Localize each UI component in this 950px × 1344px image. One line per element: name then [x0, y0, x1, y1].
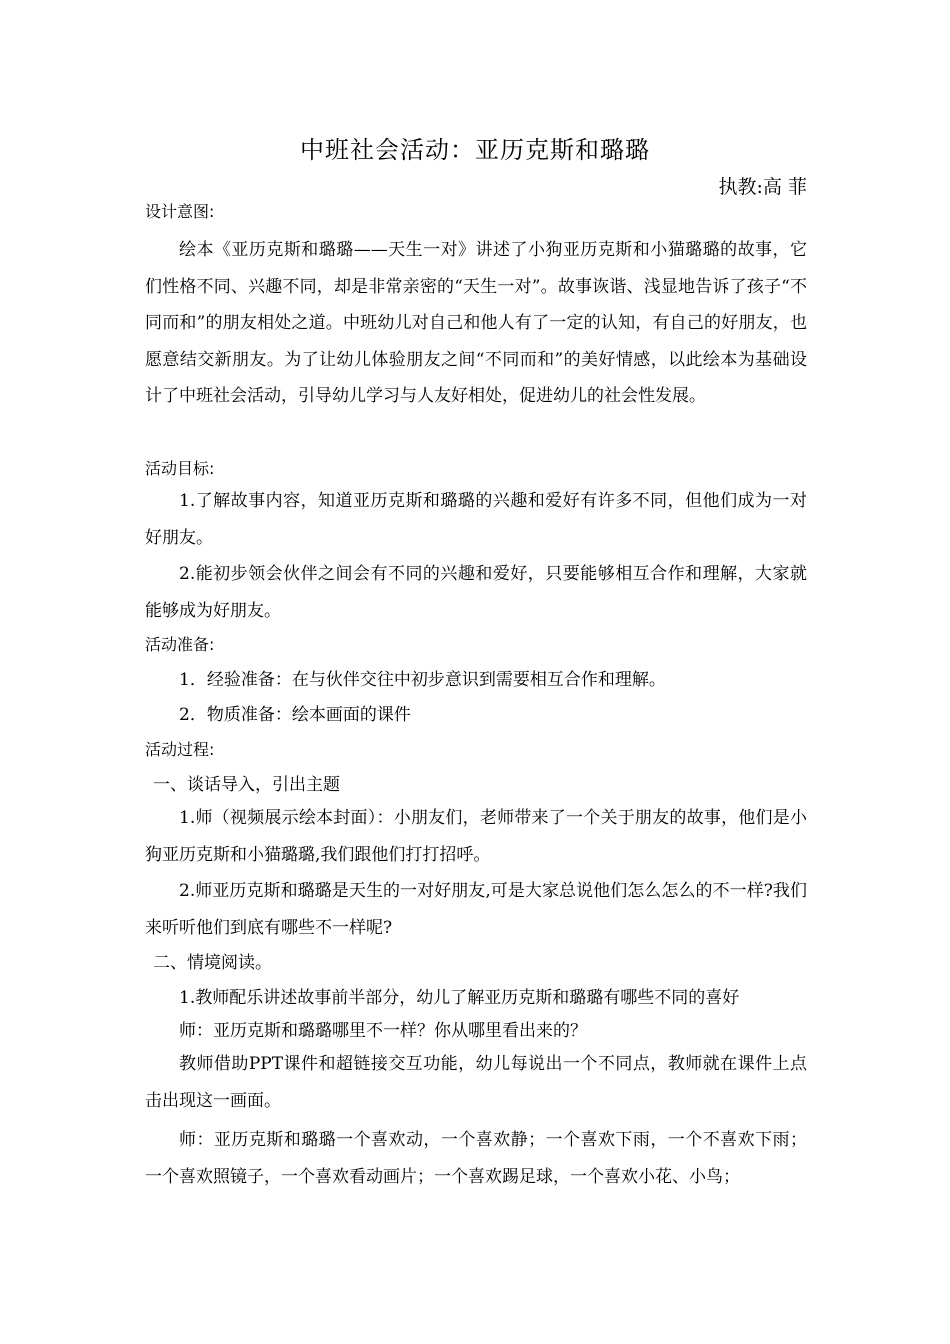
goal-item-2: 2.能初步领会伙伴之间会有不同的兴趣和爱好，只要能够相互合作和理解，大家就能够成为好朋友。: [145, 564, 807, 621]
process-paragraph-5: 教师借助PPT课件和超链接交互功能，幼儿每说出一个不同点，教师就在课件上点击出现这一画面。: [145, 1054, 807, 1111]
paragraph-design-intent: 绘本《亚历克斯和璐璐——天生一对》讲述了小狗亚历克斯和小猫璐璐的故事，它们性格不同、兴趣不同，却是非常亲密的“天生一对”。故事诙谐、浅显地告诉了孩子“不同而和”的朋友相处之道。中班幼儿对自己和他人有了一定的认知，有自己的好朋友，也愿意结交新朋友。为了让幼儿体验朋友之间“不同而和”的美好情感，以此绘本为基础设计了中班社会活动，引导幼儿学习与人友好相处，促进幼儿的社会性发展。: [145, 240, 807, 406]
process-part-1-heading: 一、谈话导入，引出主题: [153, 775, 340, 795]
heading-activity-goals: 活动目标:: [145, 459, 215, 478]
goal-item-1: 1.了解故事内容，知道亚历克斯和璐璐的兴趣和爱好有许多不同，但他们成为一对好朋友。: [145, 491, 807, 548]
process-paragraph-1: 1.师（视频展示绘本封面）：小朋友们，老师带来了一个关于朋友的故事，他们是小狗亚历克斯和小猫璐璐,我们跟他们打打招呼。: [145, 808, 807, 865]
process-paragraph-6: 师：亚历克斯和璐璐一个喜欢动，一个喜欢静；一个喜欢下雨，一个不喜欢下雨；一个喜欢照镜子，一个喜欢看动画片；一个喜欢踢足球，一个喜欢小花、小鸟；: [145, 1130, 807, 1187]
prep-item-2: 2．物质准备：绘本画面的课件: [179, 705, 411, 725]
process-paragraph-4: 师：亚历克斯和璐璐哪里不一样？你从哪里看出来的？: [179, 1021, 587, 1041]
heading-design-intent: 设计意图:: [145, 202, 215, 221]
heading-activity-process: 活动过程:: [145, 740, 215, 759]
prep-item-1: 1．经验准备：在与伙伴交往中初步意识到需要相互合作和理解。: [179, 670, 666, 690]
process-part-2-heading: 二、情境阅读。: [153, 953, 272, 973]
teacher-name: 执教:高 菲: [718, 176, 807, 198]
heading-activity-prep: 活动准备:: [145, 635, 215, 654]
page-title: 中班社会活动：亚历克斯和璐璐: [300, 136, 650, 164]
process-paragraph-3: 1.教师配乐讲述故事前半部分，幼儿了解亚历克斯和璐璐有哪些不同的喜好: [179, 988, 740, 1008]
process-paragraph-2: 2.师亚历克斯和璐璐是天生的一对好朋友,可是大家总说他们怎么怎么的不一样?我们来听听他们到底有哪些不一样呢?: [145, 881, 807, 938]
